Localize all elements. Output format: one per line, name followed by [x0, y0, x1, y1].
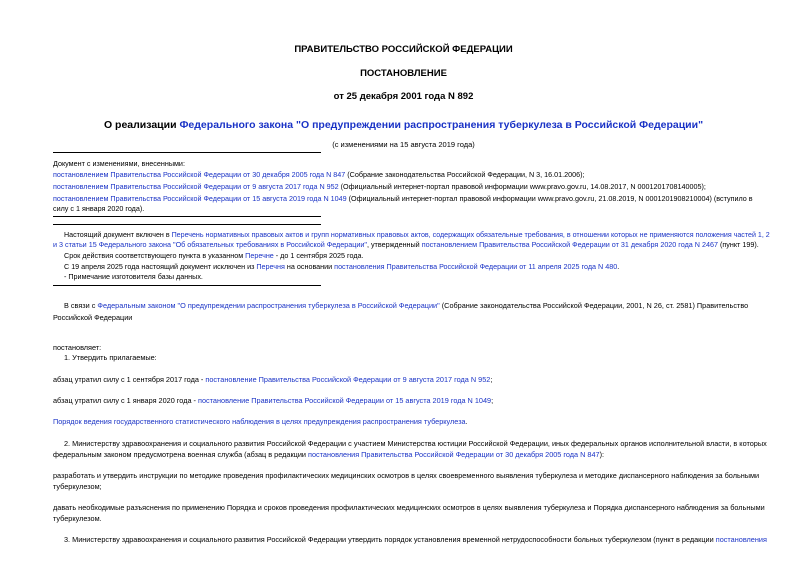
list-link[interactable]: Перечне: [245, 251, 274, 260]
inclusion-note: [64, 230, 770, 239]
change-link[interactable]: постановлением Правительства Российской Федерации от 15 августа 2019 года N 1049: [53, 194, 347, 203]
body-text: (Собрание законодательства Российской Федерации, 2001, N 26, ст. 2581) Правительство: [439, 301, 749, 310]
document-type-heading: ПОСТАНОВЛЕНИЕ: [360, 68, 447, 79]
give-explanations-continuation: туберкулезом.: [53, 514, 102, 523]
title-prefix: О реализации: [103, 119, 180, 131]
law-link[interactable]: и 3 статьи 15 Федерального закона "Об обязательных требованиях в Российской Федерации": [53, 240, 367, 249]
divider: [53, 285, 321, 286]
exclusion-note: [64, 262, 619, 271]
note-text: Настоящий документ включен в: [64, 230, 172, 239]
change-link[interactable]: постановлением Правительства Российской Федерации от 9 августа 2017 года N 952: [53, 182, 339, 191]
date-number-heading: от 25 декабря 2001 года N 892: [333, 91, 474, 102]
list-link[interactable]: Перечня: [256, 262, 285, 271]
item-3: [64, 533, 767, 546]
note-text: Срок действия соответствующего пункта в указанном: [64, 251, 246, 260]
resolution-480-link[interactable]: постановления Правительства Российской Федерации от 11 апреля 2025 года N 480: [334, 262, 618, 271]
database-note: - Примечание изготовителя базы данных.: [64, 272, 203, 281]
note-text: , утвержденный: [366, 240, 422, 249]
edition-note: (с изменениями на 15 августа 2019 года): [332, 140, 475, 149]
resolution-1049-link[interactable]: постановление Правительства Российской Федерации от 15 августа 2019 года N 1049: [198, 396, 492, 405]
note-text: С 19 апреля 2025 года настоящий документ исключен из: [64, 262, 257, 271]
resolution-link[interactable]: постановления: [715, 535, 767, 544]
change-source: (Официальный интернет-портал правовой информации www.pravo.gov.ru, 14.08.2017, N 0001201708140005);: [338, 182, 706, 191]
body-text: федеральным законом предусмотрена военная служба (абзац в редакции: [53, 450, 308, 459]
item-2-continuation: [53, 448, 604, 461]
preamble: [64, 299, 748, 312]
resolution-847-link[interactable]: постановления Правительства Российской Федерации от 30 декабря 2005 года N 847: [308, 450, 600, 459]
item-2: 2. Министерству здравоохранения и социального развития Российской Федерации с участием Министерства юстиции Российской Федерации, иных федеральных органов исполнительной власти, в которых: [64, 439, 767, 448]
change-source: (Собрание законодательства Российской Федерации, N 3, 16.01.2006);: [345, 170, 585, 179]
body-text: абзац утратил силу с 1 января 2020 года -: [53, 396, 199, 405]
statistical-order: [53, 415, 468, 428]
federal-law-link[interactable]: Федеральным законом "О предупреждении распространения туберкулеза в Российской Федерации": [97, 301, 440, 310]
note-text: (пункт 199).: [717, 240, 759, 249]
change-link[interactable]: постановлением Правительства Российской Федерации от 30 декабря 2005 года N 847: [53, 170, 346, 179]
body-text: ;: [491, 396, 494, 405]
divider: [53, 224, 321, 225]
develop-instructions: разработать и утвердить инструкции по методике проведения профилактических медицинских осмотров в целях своевременного выявления туберкулеза и методике диспансерного наблюдения за больными: [53, 471, 760, 480]
note-text: .: [617, 262, 620, 271]
body-text: .: [465, 417, 468, 426]
change-source: (Официальный интернет-портал правовой информации www.pravo.gov.ru, 21.08.2019, N 0001201908210004) (вступило в: [346, 194, 753, 203]
federal-law-link[interactable]: Федерального закона "О предупреждении распространения туберкулеза в Российской Федерации": [179, 119, 704, 131]
divider: [53, 216, 321, 217]
change-item: [53, 182, 706, 191]
statistical-order-link[interactable]: Порядок ведения государственного статистического наблюдения в целях предупреждения распространения туберкулеза: [53, 417, 466, 426]
body-text: В связи с: [64, 301, 98, 310]
government-heading: ПРАВИТЕЛЬСТВО РОССИЙСКОЙ ФЕДЕРАЦИИ: [294, 44, 513, 55]
give-explanations: давать необходимые разъяснения по применению Порядка и сроков проведения профилактических медицинских осмотров в целях выявления туберкулеза и Порядка диспансерного наблюдения за больными: [53, 503, 765, 512]
resolves-text: постановляет:: [53, 343, 102, 352]
repealed-paragraph: [53, 394, 493, 407]
document-title: [0, 119, 807, 131]
item-1: 1. Утвердить прилагаемые:: [64, 353, 157, 362]
body-text: абзац утратил силу с 1 сентября 2017 года -: [53, 375, 206, 384]
inclusion-note-continuation: [53, 240, 759, 249]
note-text: на основании: [284, 262, 335, 271]
preamble-continuation: Российской Федерации: [53, 313, 133, 322]
validity-note: [64, 251, 364, 260]
repealed-paragraph: [53, 373, 492, 386]
changes-intro: Документ с изменениями, внесенными:: [53, 159, 185, 168]
note-text: - до 1 сентября 2025 года.: [273, 251, 364, 260]
change-item: [53, 194, 753, 203]
list-link[interactable]: Перечень нормативных правовых актов и групп нормативных правовых актов, содержащих обязательные требования, в отношении которых не применяются положения частей 1, 2: [171, 230, 770, 239]
body-text: 3. Министерству здравоохранения и социального развития Российской Федерации утвердить порядок установления временной нетрудоспособности больных туберкулезом (пункт в редакции: [64, 535, 716, 544]
divider: [53, 152, 321, 153]
change-item-continuation: силу с 1 января 2020 года).: [53, 204, 145, 213]
resolution-952-link[interactable]: постановление Правительства Российской Федерации от 9 августа 2017 года N 952: [205, 375, 491, 384]
body-text: ;: [490, 375, 493, 384]
resolution-2467-link[interactable]: постановлением Правительства Российской Федерации от 31 декабря 2020 года N 2467: [421, 240, 718, 249]
change-item: [53, 170, 585, 179]
body-text: ):: [599, 450, 605, 459]
develop-instructions-continuation: туберкулезом;: [53, 482, 102, 491]
